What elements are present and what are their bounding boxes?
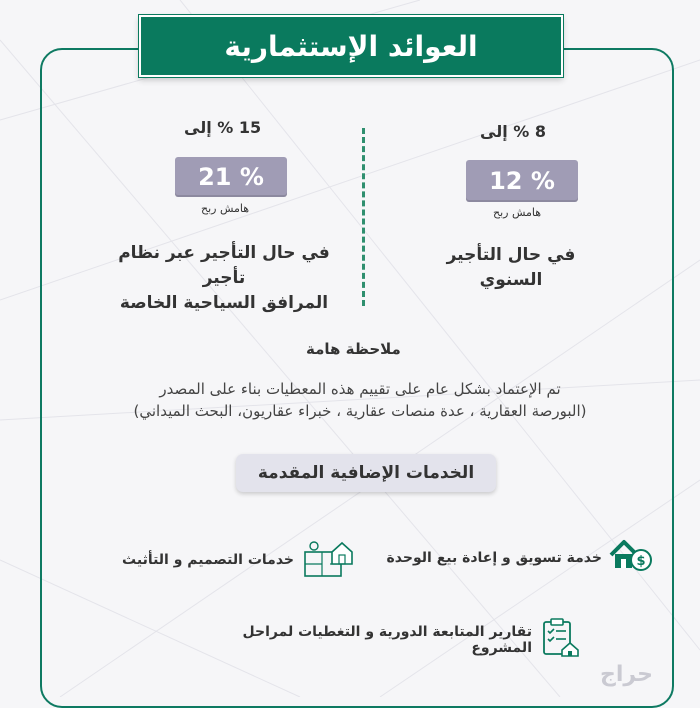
service-label-marketing: خدمة تسويق و إعادة بيع الوحدة (386, 550, 602, 566)
note-line2: (البورصة العقارية ، عدة منصات عقارية ، خبراء عقاريون، البحث الميداني) (133, 402, 587, 420)
left-percent-box (175, 157, 287, 197)
left-range-label: 15 % إلى (184, 118, 262, 137)
svg-text:$: $ (636, 554, 646, 569)
house-dollar-icon (608, 538, 654, 578)
right-percent-box (466, 160, 578, 202)
service-item-design (114, 540, 354, 580)
checklist-report-icon (540, 618, 580, 662)
left-case-text (104, 241, 344, 316)
page-title: العوائد الإستثمارية (139, 15, 563, 77)
service-label-design: خدمات التصميم و التأثيث (122, 552, 294, 568)
right-case-line1: في حال التأجير (446, 245, 576, 265)
note-title: ملاحظة هامة (306, 340, 401, 358)
left-margin-label: هامش ربح (201, 202, 250, 215)
column-divider (362, 128, 365, 306)
services-heading: الخدمات الإضافية المقدمة (236, 454, 496, 492)
right-range-label: 8 % إلى (480, 122, 546, 141)
right-case-text (436, 243, 586, 293)
right-case-line2: السنوي (479, 270, 543, 290)
left-percent-value: 21 % (198, 163, 264, 191)
service-item-marketing (384, 540, 654, 576)
left-case-line2: المرافق السياحية الخاصة (119, 293, 329, 313)
blueprint-house-icon (302, 538, 354, 582)
right-margin-label: هامش ربح (493, 206, 542, 219)
note-line1: تم الإعتماد بشكل عام على تقييم هذه المعطيات بناء على المصدر (159, 380, 561, 398)
left-case-line1: في حال التأجير عبر نظام تأجير (118, 243, 330, 288)
service-item-reports (190, 620, 580, 660)
watermark-logo: حراج (600, 662, 653, 687)
note-text (100, 378, 620, 422)
right-percent-value: 12 % (489, 167, 555, 195)
service-label-reports: تقارير المتابعة الدورية و التغطيات لمراحل المشروع (242, 624, 532, 656)
